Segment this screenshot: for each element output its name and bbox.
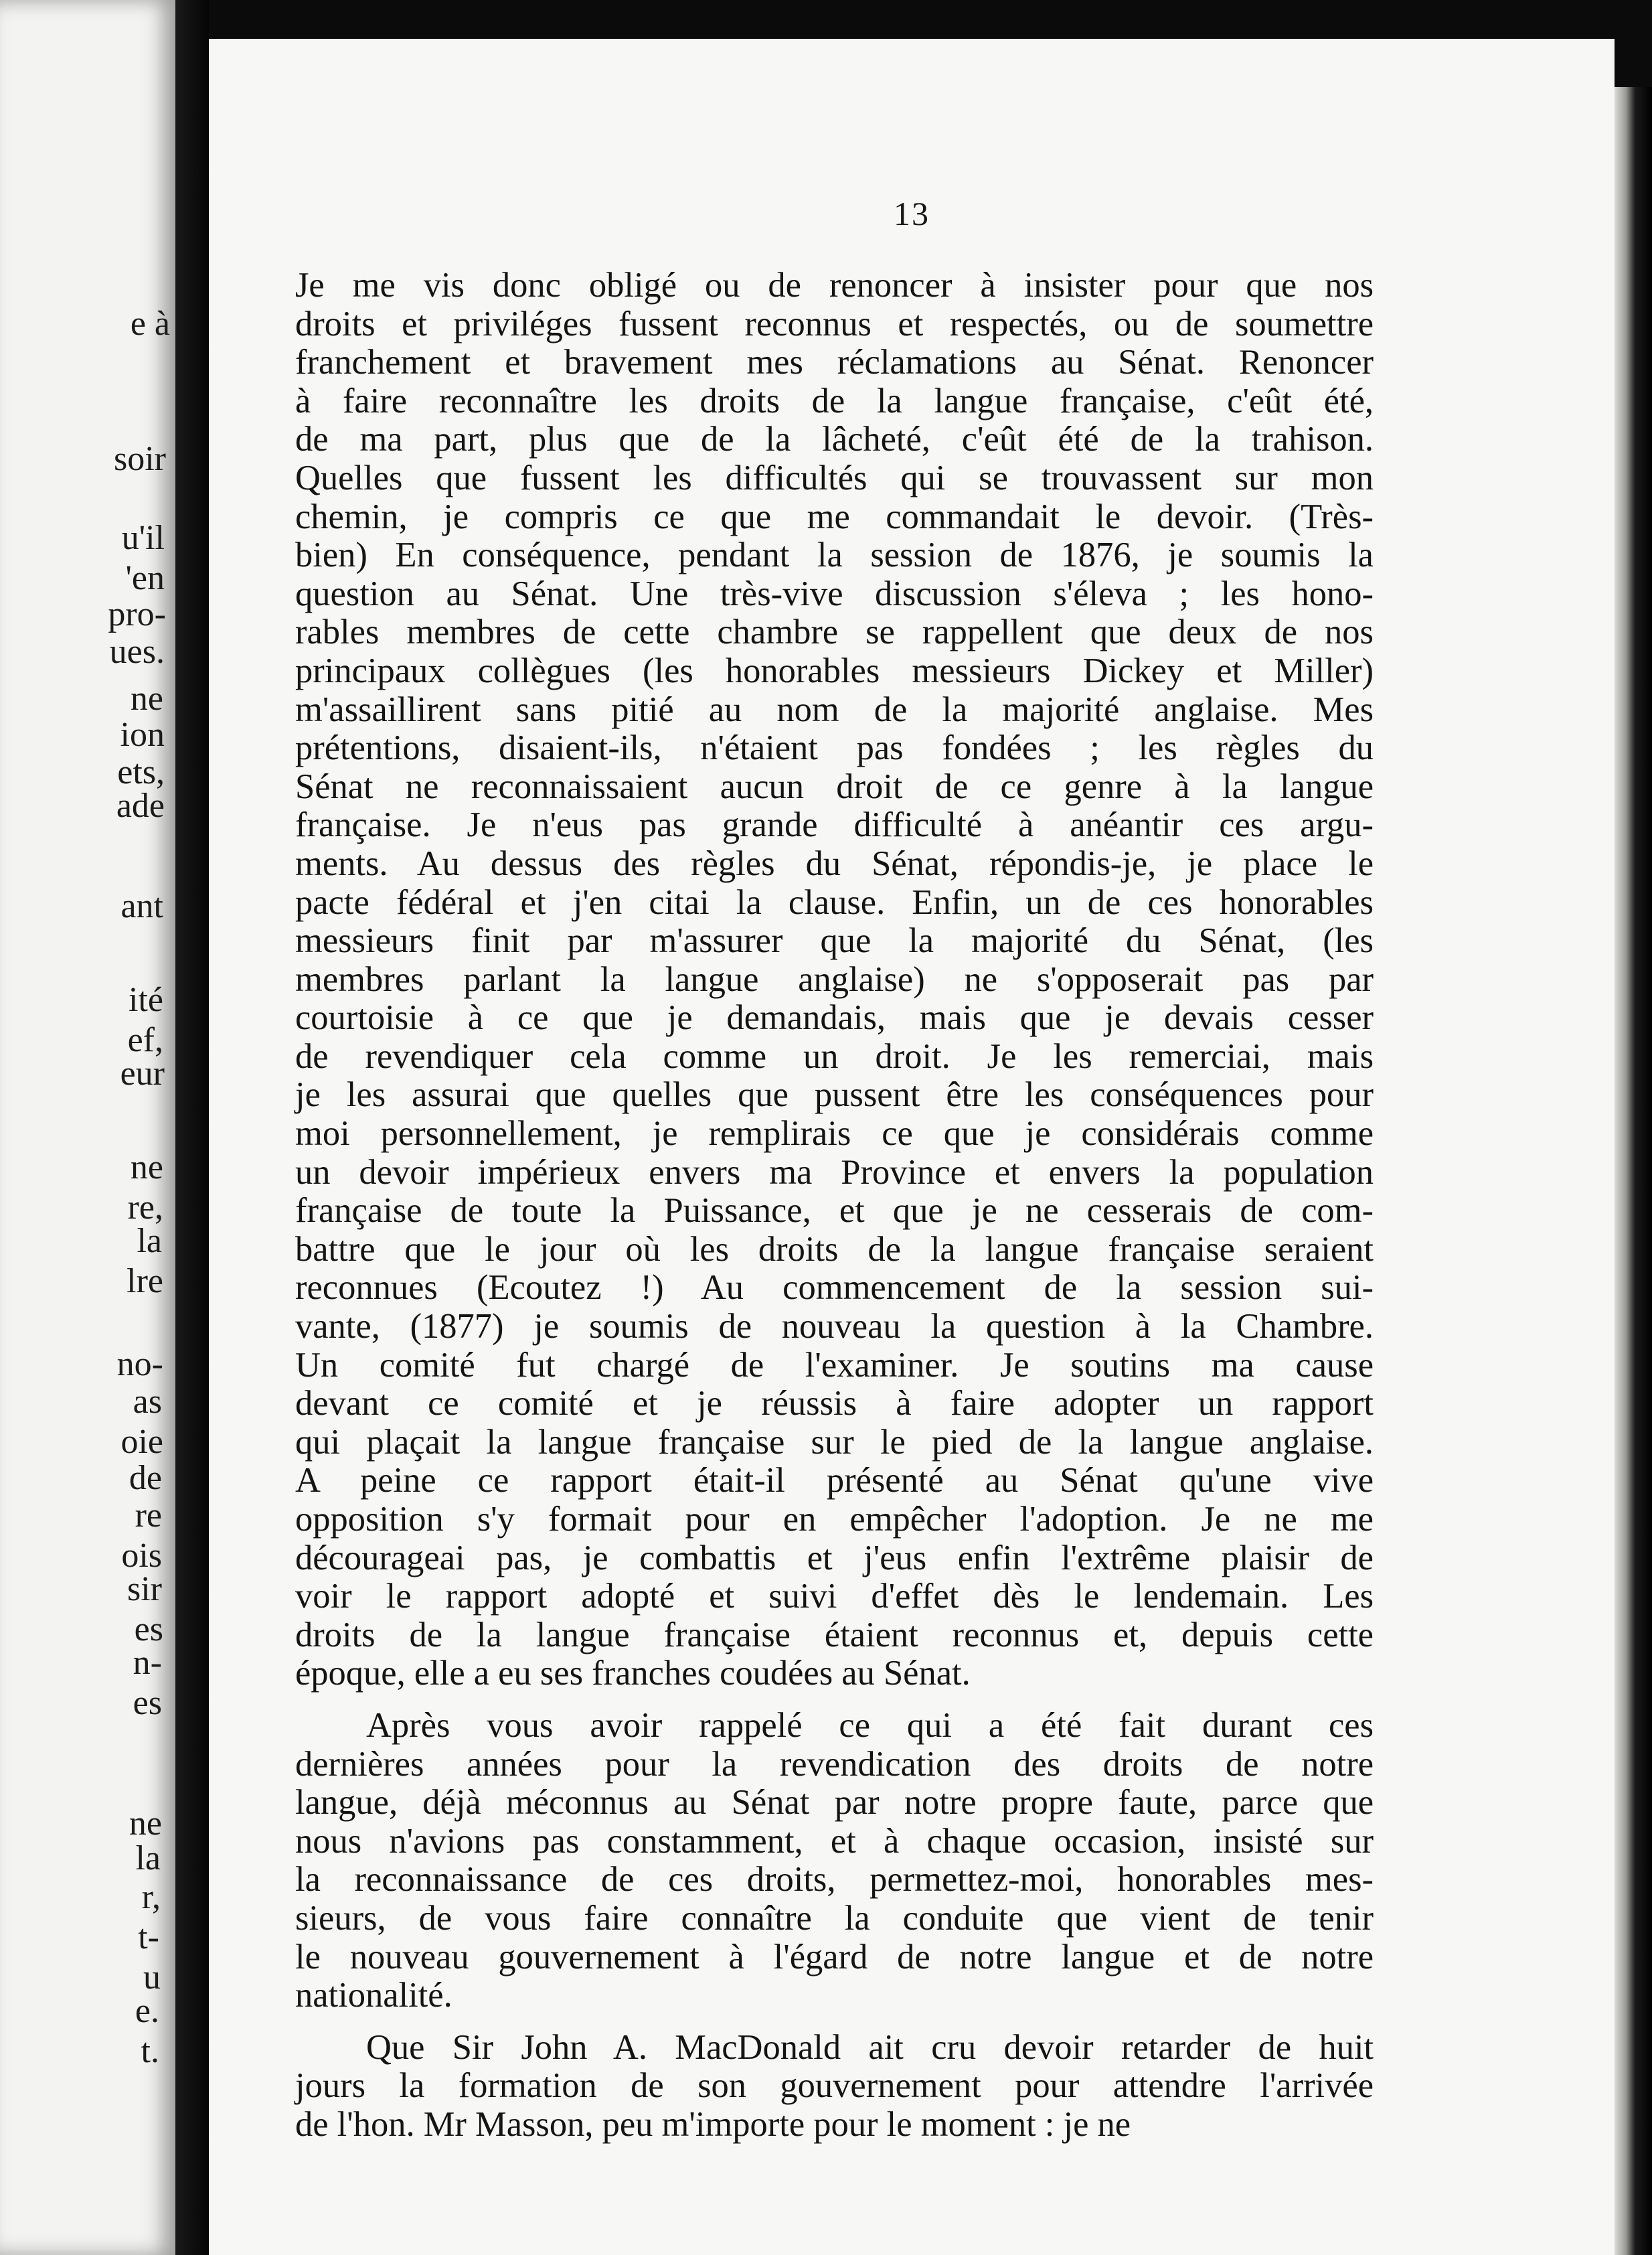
text-line: nous n'avions pas constamment, et à chaque occasion, insisté sur xyxy=(295,1821,1374,1861)
text-line: Je me vis donc obligé ou de renoncer à insister pour que nos xyxy=(295,266,1374,305)
text-line: chemin, je compris ce que me commandait le devoir. (Très- xyxy=(295,497,1374,536)
facing-page-fragment: ité xyxy=(129,981,163,1019)
facing-page-fragment: r, xyxy=(141,1878,161,1916)
facing-page-fragment: ues. xyxy=(109,633,165,671)
facing-page-fragment: t- xyxy=(138,1918,159,1956)
text-line: battre que le jour où les droits de la langue française seraient xyxy=(295,1229,1374,1269)
text-line: question au Sénat. Une très-vive discussion s'éleva ; les hono- xyxy=(295,574,1374,613)
text-line: Sénat ne reconnaissaient aucun droit de ce genre à la langue xyxy=(295,767,1374,806)
text-line: le nouveau gouvernement à l'égard de notre langue et de notre xyxy=(295,1937,1374,1976)
facing-page-fragment: re, xyxy=(127,1188,163,1227)
text-line: Quelles que fussent les difficultés qui se trouvassent sur mon xyxy=(295,458,1374,497)
facing-page-fragment: la xyxy=(135,1839,161,1877)
text-line: jours la formation de son gouvernement pour attendre l'arrivée xyxy=(295,2066,1374,2106)
facing-page-fragment: n- xyxy=(133,1644,162,1682)
text-line: rables membres de cette chambre se rappellent que deux de nos xyxy=(295,613,1374,652)
text-line: Un comité fut chargé de l'examiner. Je soutins ma cause xyxy=(295,1345,1374,1385)
text-line: à faire reconnaître les droits de la langue française, c'eût été, xyxy=(295,381,1374,420)
facing-page-fragment: eur xyxy=(120,1055,165,1093)
facing-page-fragment: pro- xyxy=(108,595,166,633)
text-line: voir le rapport adopté et suivi d'effet dès le lendemain. Les xyxy=(295,1577,1374,1616)
text-line: un devoir impérieux envers ma Province et envers la population xyxy=(295,1152,1374,1192)
facing-page-fragment: ant xyxy=(120,887,163,925)
text-line: vante, (1877) je soumis de nouveau la question à la Chambre. xyxy=(295,1307,1374,1346)
text-line: décourageai pas, je combattis et j'eus enfin l'extrême plaisir de xyxy=(295,1538,1374,1577)
facing-page-fragment: es xyxy=(133,1684,162,1722)
text-line: A peine ce rapport était-il présenté au Sénat qu'une vive xyxy=(295,1461,1374,1500)
facing-page-fragment: t. xyxy=(141,2032,159,2070)
book-page xyxy=(209,39,1615,2255)
text-line: prétentions, disaient-ils, n'étaient pas fondées ; les règles du xyxy=(295,728,1374,768)
text-line: langue, déjà méconnus au Sénat par notre propre faute, parce que xyxy=(295,1783,1374,1822)
text-line: droits de la langue française étaient reconnus et, depuis cette xyxy=(295,1615,1374,1654)
text-line: française. Je n'eus pas grande difficulté à anéantir ces argu- xyxy=(295,805,1374,845)
facing-page-fragment: soir xyxy=(114,440,166,478)
text-line: reconnues (Ecoutez !) Au commencement de la session sui- xyxy=(295,1268,1374,1308)
facing-page-fragment: as xyxy=(133,1383,162,1421)
facing-page-fragment: ion xyxy=(120,716,165,754)
facing-page-fragment: de xyxy=(129,1459,162,1497)
facing-page-fragment: e. xyxy=(135,1992,159,2030)
text-line: sieurs, de vous faire connaître la conduite que vient de tenir xyxy=(295,1898,1374,1938)
text-line: nationalité. xyxy=(295,1976,452,2015)
text-line: principaux collègues (les honorables messieurs Dickey et Miller) xyxy=(295,651,1374,690)
text-line: droits et priviléges fussent reconnus et respectés, ou de soumettre xyxy=(295,304,1374,343)
text-line: bien) En conséquence, pendant la session de 1876, je soumis la xyxy=(295,536,1374,575)
text-line: dernières années pour la revendication des droits de notre xyxy=(295,1744,1374,1784)
book-gutter xyxy=(175,0,209,2255)
facing-page-fragment: la xyxy=(137,1222,162,1260)
text-line: devant ce comité et je réussis à faire adopter un rapport xyxy=(295,1384,1374,1423)
facing-page-fragment: re xyxy=(135,1496,162,1535)
paragraph xyxy=(295,266,1374,1693)
text-line: de l'hon. Mr Masson, peu m'importe pour le moment : je ne xyxy=(295,2104,1131,2144)
text-line: moi personnellement, je remplirais ce que je considérais comme xyxy=(295,1114,1374,1154)
text-line: de revendiquer cela comme un droit. Je les remerciai, mais xyxy=(295,1036,1374,1076)
facing-page-fragment: u xyxy=(143,1958,161,1997)
paragraph xyxy=(295,1707,1374,2015)
page-edge-shadow xyxy=(1615,87,1652,2255)
facing-page-fragment: oie xyxy=(120,1423,163,1461)
text-line: membres parlant la langue anglaise) ne s'opposerait pas par xyxy=(295,959,1374,999)
page-body xyxy=(295,266,1374,2145)
text-line: je les assurai que quelles que pussent être les conséquences pour xyxy=(295,1075,1374,1115)
facing-page-fragment: no- xyxy=(116,1345,163,1383)
facing-page-fragment: ne xyxy=(129,1804,162,1843)
text-line: époque, elle a eu ses franches coudées au Sénat. xyxy=(295,1654,971,1693)
text-line: qui plaçait la langue française sur le pied de la langue anglaise. xyxy=(295,1422,1374,1462)
text-line: franchement et bravement mes réclamations au Sénat. Renoncer xyxy=(295,343,1374,382)
facing-page-fragment: ois xyxy=(121,1537,162,1575)
text-line: opposition s'y formait pour en empêcher l'adoption. Je ne me xyxy=(295,1500,1374,1539)
facing-page-fragment: 'en xyxy=(125,559,165,597)
text-line: ments. Au dessus des règles du Sénat, répondis-je, je place le xyxy=(295,844,1374,883)
facing-page-fragment: e à xyxy=(130,305,170,343)
text-line: pacte fédéral et j'en citai la clause. Enfin, un de ces honorables xyxy=(295,882,1374,922)
facing-page-fragment: u'il xyxy=(121,519,165,557)
facing-page-fragment: lre xyxy=(127,1262,163,1300)
facing-page-fragment: es xyxy=(134,1610,163,1648)
text-line: messieurs finit par m'assurer que la majorité du Sénat, (les xyxy=(295,921,1374,961)
facing-page-fragment: ne xyxy=(130,1148,163,1186)
paragraph xyxy=(295,2029,1374,2145)
facing-page-fragment: ef, xyxy=(127,1021,163,1059)
facing-page-fragment: ets, xyxy=(117,753,165,791)
text-line: Après vous avoir rappelé ce qui a été fait durant ces xyxy=(366,1705,1374,1745)
facing-page xyxy=(0,0,175,2255)
text-line: Que Sir John A. MacDonald ait cru devoir retarder de huit xyxy=(366,2027,1374,2067)
page-number: 13 xyxy=(894,195,930,232)
facing-page-fragment: ne xyxy=(130,680,163,718)
text-line: française de toute la Puissance, et que je ne cesserais de com- xyxy=(295,1191,1374,1231)
text-line: de ma part, plus que de la lâcheté, c'eût été de la trahison. xyxy=(295,420,1374,459)
text-line: m'assaillirent sans pitié au nom de la majorité anglaise. Mes xyxy=(295,690,1374,729)
text-line: courtoisie à ce que je demandais, mais que je devais cesser xyxy=(295,998,1374,1038)
text-line: la reconnaissance de ces droits, permettez-moi, honorables mes- xyxy=(295,1860,1374,1899)
facing-page-fragment: ade xyxy=(116,787,165,825)
facing-page-fragment: sir xyxy=(127,1570,162,1608)
